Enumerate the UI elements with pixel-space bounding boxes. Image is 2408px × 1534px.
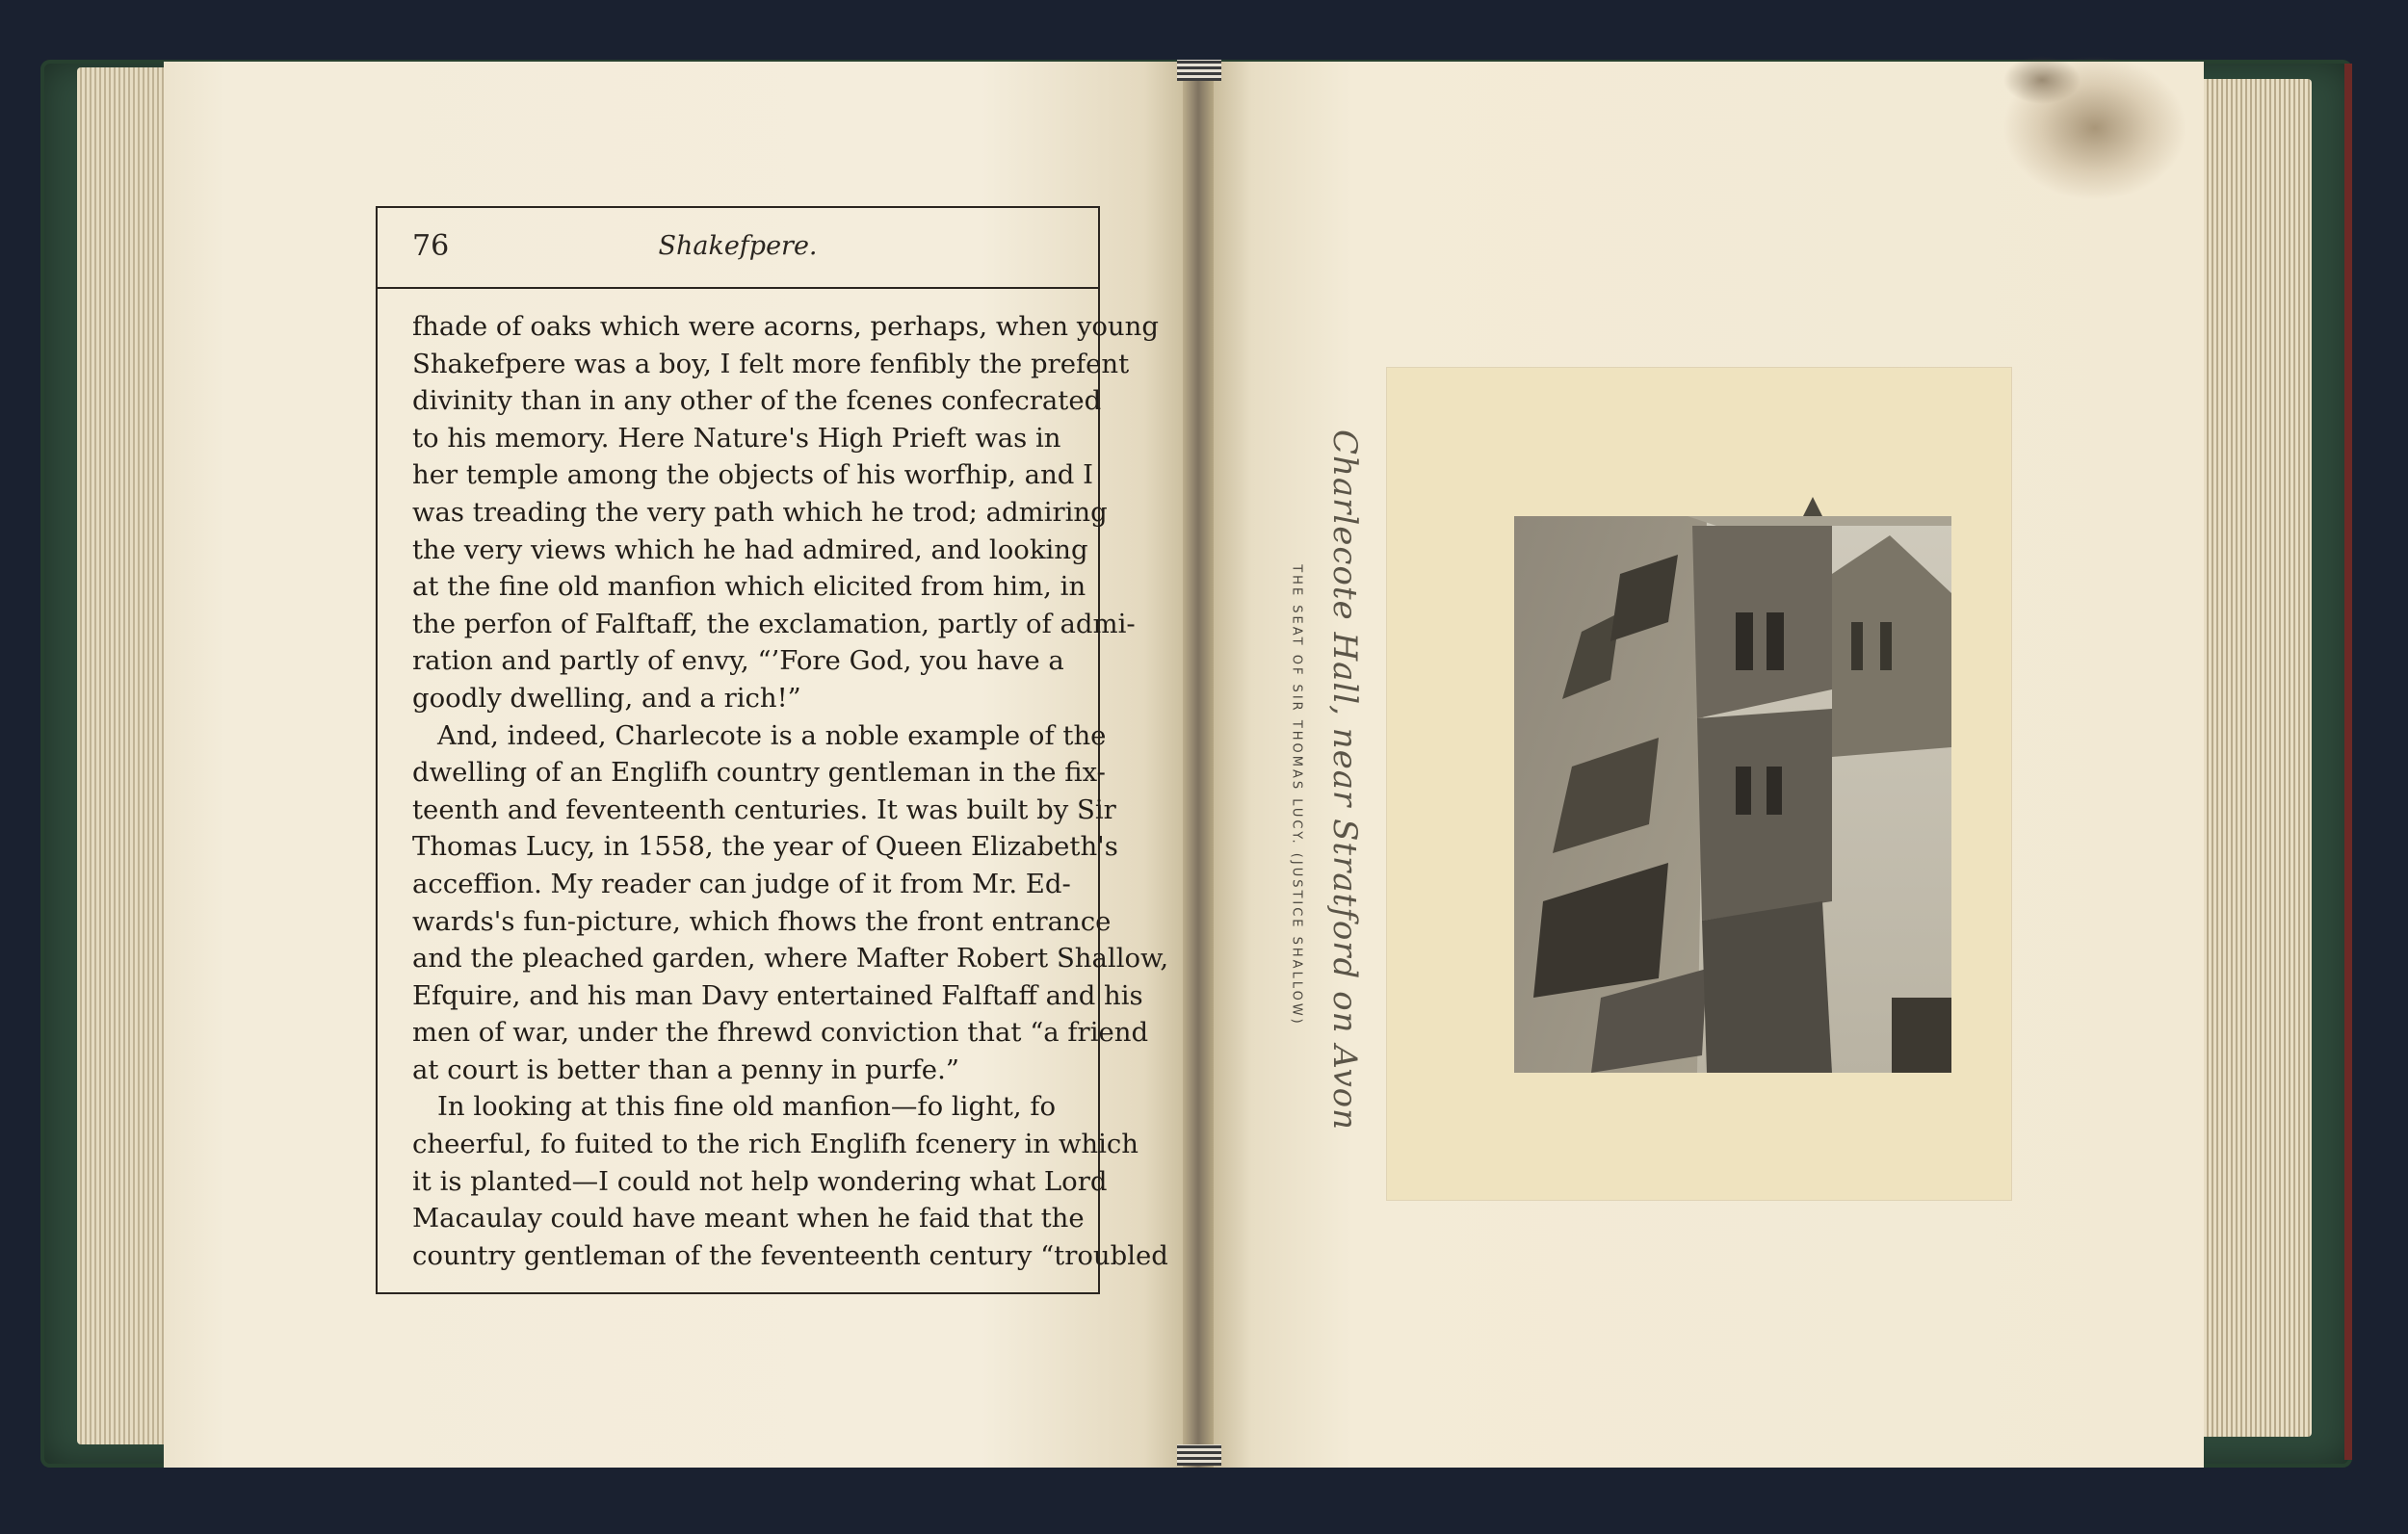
photograph [1514,516,1951,1073]
charlecote-hall-photo [1514,516,1951,1073]
text-line: acceffion. My reader can judge of it from Mr. Ed- [412,868,1071,899]
book-gutter [1183,62,1214,1468]
text-line: And, indeed, Charlecote is a noble example of the [437,719,1107,751]
text-line: it is planted—I could not help wondering what Lord [412,1165,1108,1197]
text-line: fhade of oaks which were acorns, perhaps, when young [412,311,1159,342]
text-line: at the fine old manfion which elicited from him, in [412,571,1086,603]
text-line: In looking at this fine old manfion—fo light, fo [437,1091,1057,1123]
text-line: dwelling of an Englifh country gentleman in the fix- [412,757,1106,789]
handwritten-caption: Charlecote Hall, near Stratford on Avon [1325,429,1364,1131]
text-line: the perfon of Falftaff, the exclamation, partly of admi- [412,608,1136,639]
page-number: 76 [412,229,450,263]
text-line: and the pleached garden, where Mafter Robert Shallow, [412,943,1169,975]
body-text [412,308,1169,1274]
text-line: men of war, under the fhrewd conviction that “a friend [412,1017,1149,1049]
page-edges-left [77,67,164,1444]
page-edges-right [2204,79,2312,1437]
foxing-stain-core [2003,56,2081,104]
text-line: Efquire, and his man Davy entertained Falftaff and his [412,979,1143,1011]
text-line: was treading the very path which he trod; admiring [412,496,1108,528]
text-line: the very views which he had admired, and looking [412,533,1088,565]
text-frame [376,206,1169,1294]
running-head [378,208,1098,289]
text-line: divinity than in any other of the fcenes confecrated [412,385,1102,417]
running-title: Shakefpere. [658,231,818,261]
text-line: goodly dwelling, and a rich!” [412,682,801,714]
text-line: her temple among the objects of his worfhip, and I [412,459,1093,491]
headband-top [1177,60,1221,81]
text-line: teenth and feventeenth centuries. It was built by Sir [412,793,1116,825]
text-line: Thomas Lucy, in 1558, the year of Queen Elizabeth's [412,831,1118,863]
text-line: Macaulay could have meant when he faid that the [412,1203,1085,1235]
text-line: ration and partly of envy, “’Fore God, you have a [412,645,1064,677]
text-line: wards's fun-picture, which fhows the front entrance [412,905,1112,937]
cover-edge [2344,64,2352,1460]
printed-caption: THE SEAT OF SIR THOMAS LUCY. (JUSTICE SHALLOW) [1289,564,1304,1027]
text-line: at court is better than a penny in purfe.” [412,1053,959,1085]
text-line: cheerful, fo fuited to the rich Englifh fcenery in which [412,1129,1139,1160]
text-line: Shakefpere was a boy, I felt more fenfibly the prefent [412,348,1130,379]
text-line: country gentleman of the feventeenth century “troubled [412,1239,1168,1271]
text-line: to his memory. Here Nature's High Prieft was in [412,422,1061,454]
headband-bottom [1177,1444,1221,1466]
